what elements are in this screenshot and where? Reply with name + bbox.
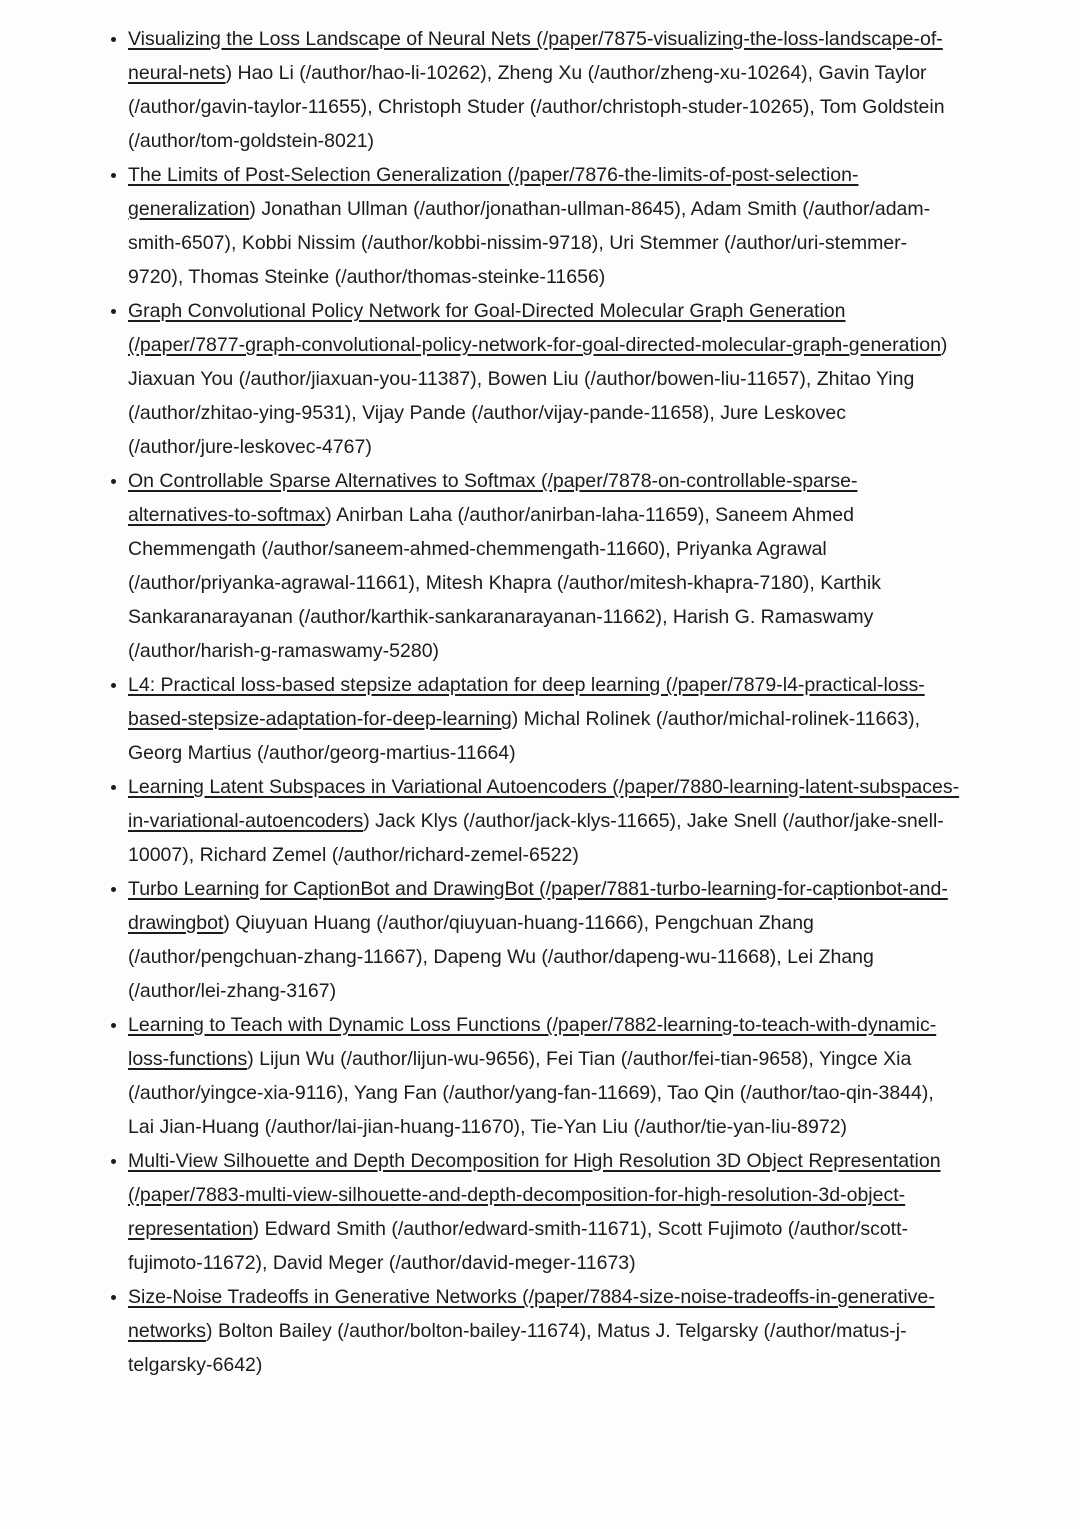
- author-link[interactable]: Vijay Pande (/author/vijay-pande-11658): [362, 402, 710, 424]
- paper-link-close-paren: ): [223, 912, 230, 934]
- paper-authors: Jonathan Ullman (/author/jonathan-ullman-8645), Adam Smith (/author/adam-smith-6507), Kobbi Nissim (/author/kobbi-nissim-9718), Uri Stemmer (/author/uri-stemmer-9720), Thomas Steinke (/author/thomas-steinke-11656): [128, 198, 931, 288]
- author-link[interactable]: Zhitao Ying (/author/zhitao-ying-9531): [128, 368, 915, 424]
- paper-title-link[interactable]: Learning Latent Subspaces in Variational Autoencoders (/paper/7880-learning-latent-subspaces-in-variational-autoencoders: [128, 776, 960, 832]
- paper-list-item: [128, 22, 962, 158]
- author-link[interactable]: Mitesh Khapra (/author/mitesh-khapra-7180): [425, 572, 810, 594]
- paper-list-item: [128, 770, 962, 872]
- author-link[interactable]: Matus J. Telgarsky (/author/matus-j-telgarsky-6642): [128, 1320, 907, 1376]
- paper-title-link[interactable]: On Controllable Sparse Alternatives to Softmax (/paper/7878-on-controllable-sparse-alternatives-to-softmax: [128, 470, 858, 526]
- author-link[interactable]: Gavin Taylor (/author/gavin-taylor-11655): [128, 62, 927, 118]
- author-link[interactable]: Pengchuan Zhang (/author/pengchuan-zhang-11667): [128, 912, 814, 968]
- author-link[interactable]: Lei Zhang (/author/lei-zhang-3167): [128, 946, 874, 1002]
- author-link[interactable]: Jure Leskovec (/author/jure-leskovec-4767): [128, 402, 846, 458]
- paper-authors: Jack Klys (/author/jack-klys-11665), Jake Snell (/author/jake-snell-10007), Richard Zemel (/author/richard-zemel-6522): [128, 810, 944, 866]
- paper-list-item: [128, 1280, 962, 1382]
- author-link[interactable]: Jack Klys (/author/jack-klys-11665): [375, 810, 677, 832]
- paper-authors: Lijun Wu (/author/lijun-wu-9656), Fei Tian (/author/fei-tian-9658), Yingce Xia (/author/yingce-xia-9116), Yang Fan (/author/yang-fan-11669), Tao Qin (/author/tao-qin-3844), Lai Jian-Huang (/author/lai-jian-huang-11670), Tie-Yan Liu (/author/tie-yan-liu-8972): [128, 1048, 934, 1138]
- author-link[interactable]: Tao Qin (/author/tao-qin-3844): [667, 1082, 929, 1104]
- paper-list-item: [128, 158, 962, 294]
- author-link[interactable]: Tie-Yan Liu (/author/tie-yan-liu-8972): [530, 1116, 848, 1138]
- author-link[interactable]: Thomas Steinke (/author/thomas-steinke-11656): [188, 266, 606, 288]
- author-link[interactable]: Harish G. Ramaswamy (/author/harish-g-ramaswamy-5280): [128, 606, 874, 662]
- paper-list-item: [128, 294, 962, 464]
- author-link[interactable]: Yingce Xia (/author/yingce-xia-9116): [128, 1048, 912, 1104]
- paper-list-item: [128, 1008, 962, 1144]
- author-link[interactable]: Michal Rolinek (/author/michal-rolinek-11663): [523, 708, 915, 730]
- author-link[interactable]: Zheng Xu (/author/zheng-xu-10264): [497, 62, 808, 84]
- paper-title-link[interactable]: Multi-View Silhouette and Depth Decomposition for High Resolution 3D Object Representation (/paper/7883-multi-view-silhouette-and-depth-decomposition-for-high-resolution-3d-object-representation: [128, 1150, 941, 1240]
- paper-authors: Jiaxuan You (/author/jiaxuan-you-11387), Bowen Liu (/author/bowen-liu-11657), Zhitao Ying (/author/zhitao-ying-9531), Vijay Pande (/author/vijay-pande-11658), Jure Leskovec (/author/jure-leskovec-4767): [128, 368, 915, 458]
- author-link[interactable]: Adam Smith (/author/adam-smith-6507): [128, 198, 931, 254]
- author-link[interactable]: David Meger (/author/david-meger-11673): [272, 1252, 636, 1274]
- author-link[interactable]: Richard Zemel (/author/richard-zemel-6522): [199, 844, 579, 866]
- author-link[interactable]: Qiuyuan Huang (/author/qiuyuan-huang-11666): [235, 912, 644, 934]
- paper-link-close-paren: ): [363, 810, 370, 832]
- paper-authors: Bolton Bailey (/author/bolton-bailey-11674), Matus J. Telgarsky (/author/matus-j-telgarsky-6642): [128, 1320, 907, 1376]
- author-link[interactable]: Jiaxuan You (/author/jiaxuan-you-11387): [128, 368, 477, 390]
- paper-list-item: [128, 1144, 962, 1280]
- author-link[interactable]: Dapeng Wu (/author/dapeng-wu-11668): [433, 946, 777, 968]
- paper-link-close-paren: ): [247, 1048, 254, 1070]
- paper-link-close-paren: ): [206, 1320, 213, 1342]
- paper-authors: Michal Rolinek (/author/michal-rolinek-11663), Georg Martius (/author/georg-martius-11664): [128, 708, 920, 764]
- paper-authors: Anirban Laha (/author/anirban-laha-11659), Saneem Ahmed Chemmengath (/author/saneem-ahmed-chemmengath-11660), Priyanka Agrawal (/author/priyanka-agrawal-11661), Mitesh Khapra (/author/mitesh-khapra-7180), Karthik Sankaranarayanan (/author/karthik-sankaranarayanan-11662), Harish G. Ramaswamy (/author/harish-g-ramaswamy-5280): [128, 504, 881, 662]
- paper-title-link[interactable]: Learning to Teach with Dynamic Loss Functions (/paper/7882-learning-to-teach-with-dynamic-loss-functions: [128, 1014, 937, 1070]
- author-link[interactable]: Karthik Sankaranarayanan (/author/karthik-sankaranarayanan-11662): [128, 572, 881, 628]
- author-link[interactable]: Uri Stemmer (/author/uri-stemmer-9720): [128, 232, 908, 288]
- paper-title-link[interactable]: Size-Noise Tradeoffs in Generative Networks (/paper/7884-size-noise-tradeoffs-in-generative-networks: [128, 1286, 935, 1342]
- author-link[interactable]: Priyanka Agrawal (/author/priyanka-agrawal-11661): [128, 538, 827, 594]
- author-link[interactable]: Scott Fujimoto (/author/scott-fujimoto-11672): [128, 1218, 909, 1274]
- paper-title-link[interactable]: Visualizing the Loss Landscape of Neural Nets (/paper/7875-visualizing-the-loss-landscape-of-neural-nets: [128, 28, 943, 84]
- paper-title-link[interactable]: Graph Convolutional Policy Network for Goal-Directed Molecular Graph Generation (/paper/7877-graph-convolutional-policy-network-for-goal-directed-molecular-graph-generation: [128, 300, 941, 356]
- author-link[interactable]: Hao Li (/author/hao-li-10262): [237, 62, 487, 84]
- paper-authors: Hao Li (/author/hao-li-10262), Zheng Xu (/author/zheng-xu-10264), Gavin Taylor (/author/gavin-taylor-11655), Christoph Studer (/author/christoph-studer-10265), Tom Goldstein (/author/tom-goldstein-8021): [128, 62, 945, 152]
- author-link[interactable]: Bowen Liu (/author/bowen-liu-11657): [487, 368, 806, 390]
- author-link[interactable]: Fei Tian (/author/fei-tian-9658): [546, 1048, 809, 1070]
- author-link[interactable]: Christoph Studer (/author/christoph-studer-10265): [378, 96, 810, 118]
- author-link[interactable]: Lai Jian-Huang (/author/lai-jian-huang-11670): [128, 1116, 521, 1138]
- paper-link-close-paren: ): [511, 708, 519, 730]
- paper-list-item: [128, 668, 962, 770]
- paper-authors: Qiuyuan Huang (/author/qiuyuan-huang-11666), Pengchuan Zhang (/author/pengchuan-zhang-11667), Dapeng Wu (/author/dapeng-wu-11668), Lei Zhang (/author/lei-zhang-3167): [128, 912, 874, 1002]
- paper-link-close-paren: ): [249, 198, 256, 220]
- author-link[interactable]: Jonathan Ullman (/author/jonathan-ullman-8645): [261, 198, 681, 220]
- author-link[interactable]: Tom Goldstein (/author/tom-goldstein-8021): [128, 96, 945, 152]
- paper-title-link[interactable]: Turbo Learning for CaptionBot and DrawingBot (/paper/7881-turbo-learning-for-captionbot-and-drawingbot: [128, 878, 948, 934]
- author-link[interactable]: Anirban Laha (/author/anirban-laha-11659): [336, 504, 705, 526]
- author-link[interactable]: Bolton Bailey (/author/bolton-bailey-11674): [217, 1320, 587, 1342]
- paper-title-link[interactable]: L4: Practical loss-based stepsize adaptation for deep learning (/paper/7879-l4-practical-loss-based-stepsize-adaptation-for-deep-learning: [128, 674, 925, 730]
- paper-link-close-paren: ): [325, 504, 332, 526]
- author-link[interactable]: Lijun Wu (/author/lijun-wu-9656): [259, 1048, 536, 1070]
- paper-link-close-paren: ): [225, 62, 233, 84]
- author-link[interactable]: Georg Martius (/author/georg-martius-11664): [128, 742, 516, 764]
- paper-link-close-paren: ): [940, 334, 948, 356]
- paper-link-close-paren: ): [252, 1218, 260, 1240]
- paper-list-page: [88, 22, 962, 1382]
- author-link[interactable]: Yang Fan (/author/yang-fan-11669): [353, 1082, 657, 1104]
- author-link[interactable]: Jake Snell (/author/jake-snell-10007): [128, 810, 944, 866]
- author-link[interactable]: Edward Smith (/author/edward-smith-11671): [264, 1218, 647, 1240]
- paper-list-item: [128, 872, 962, 1008]
- author-link[interactable]: Kobbi Nissim (/author/kobbi-nissim-9718): [241, 232, 599, 254]
- paper-title-link[interactable]: The Limits of Post-Selection Generalization (/paper/7876-the-limits-of-post-selection-generalization: [128, 164, 859, 220]
- papers-list: [88, 22, 962, 1382]
- paper-authors: Edward Smith (/author/edward-smith-11671), Scott Fujimoto (/author/scott-fujimoto-11672), David Meger (/author/david-meger-11673): [128, 1218, 909, 1274]
- author-link[interactable]: Saneem Ahmed Chemmengath (/author/saneem-ahmed-chemmengath-11660): [128, 504, 854, 560]
- paper-list-item: [128, 464, 962, 668]
